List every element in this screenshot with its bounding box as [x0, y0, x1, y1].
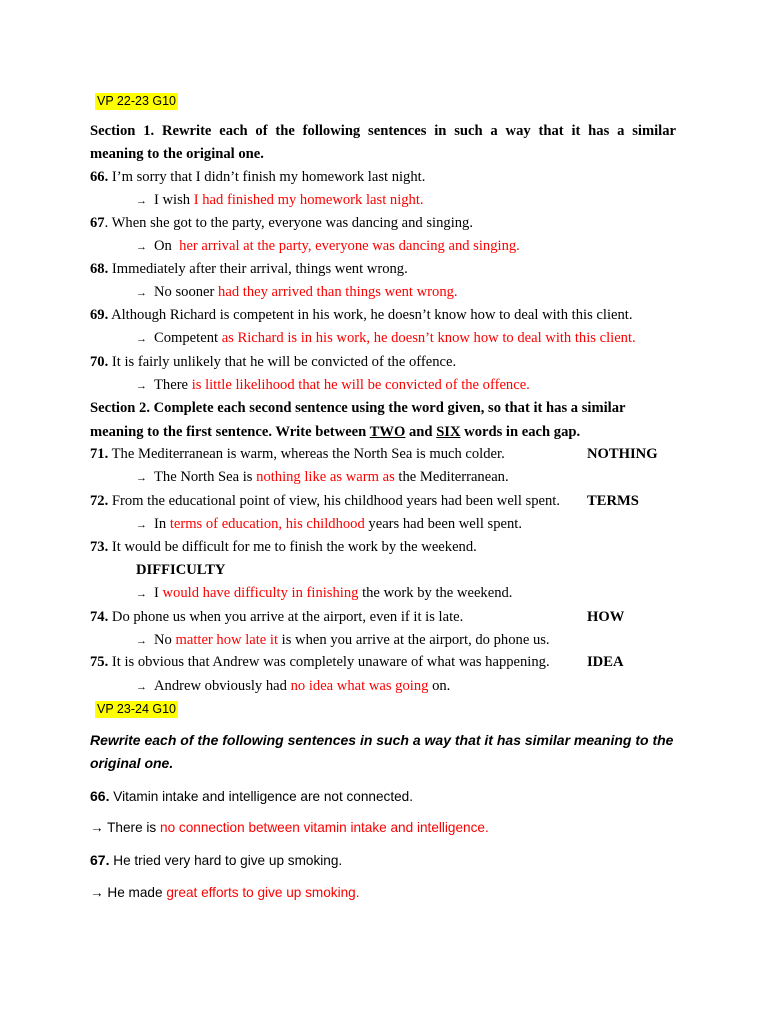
- question-68: [90, 261, 408, 278]
- question-text: From the educational point of view, his childhood years had been well spent.: [108, 493, 561, 509]
- question-number: 73.: [90, 539, 109, 555]
- question-text: Vitamin intake and intelligence are not connected.: [109, 789, 414, 804]
- answer-66b: [90, 820, 489, 835]
- question-73: [90, 539, 477, 556]
- answer-text: no connection between vitamin intake and intelligence.: [160, 820, 489, 835]
- answer-prefix: Andrew obviously had: [154, 678, 291, 694]
- question-number: 70.: [90, 354, 109, 370]
- question-67b: [90, 852, 342, 868]
- answer-prefix: I: [154, 585, 163, 601]
- section1-title-line1: Section 1. Rewrite each of the following sentences in such a way that it has a similar: [90, 123, 676, 139]
- answer-73: [136, 585, 512, 602]
- arrow-icon: →: [136, 195, 147, 207]
- answer-prefix: No sooner: [154, 284, 219, 300]
- answer-prefix: There is: [103, 820, 161, 835]
- keyword-73: DIFFICULTY: [136, 562, 226, 578]
- answer-75: [136, 678, 450, 695]
- question-text: The Mediterranean is warm, whereas the North Sea is much colder.: [108, 446, 505, 462]
- arrow-icon: →: [136, 519, 147, 531]
- question-72: [90, 493, 560, 510]
- answer-text: great efforts to give up smoking.: [166, 885, 360, 900]
- header-vp-23-24: VP 23-24 G10: [97, 702, 176, 716]
- question-74: [90, 609, 463, 626]
- question-number: 69.: [90, 307, 109, 323]
- answer-suffix: is when you arrive at the airport, do phone us.: [278, 632, 550, 648]
- question-text: Although Richard is competent in his work, he doesn’t know how to deal with this client.: [108, 307, 633, 323]
- answer-text: had they arrived than things went wrong.: [218, 284, 458, 300]
- answer-text: no idea what was going: [290, 678, 429, 694]
- arrow-icon: →: [136, 287, 147, 299]
- keyword-72: TERMS: [587, 493, 639, 509]
- answer-suffix: on.: [428, 678, 451, 694]
- answer-text: matter how late it: [175, 632, 279, 648]
- section2-text-end: words in each gap.: [460, 424, 581, 440]
- question-text: . When she got to the party, everyone was dancing and singing.: [104, 215, 473, 231]
- arrow-icon: →: [90, 820, 104, 835]
- question-number: 71.: [90, 446, 109, 462]
- answer-suffix: the Mediterranean.: [394, 469, 509, 485]
- question-66b: [90, 788, 413, 804]
- question-69: [90, 307, 632, 324]
- section2-text: meaning to the first sentence. Write between: [90, 424, 370, 440]
- answer-text: her arrival at the party, everyone was dancing and singing.: [179, 238, 520, 254]
- answer-68: [136, 284, 458, 301]
- answer-prefix: The North Sea is: [154, 469, 257, 485]
- answer-72: [136, 516, 522, 533]
- arrow-icon: →: [136, 588, 147, 600]
- arrow-icon: →: [136, 333, 147, 345]
- question-text: Immediately after their arrival, things went wrong.: [108, 261, 408, 277]
- section2-and: and: [405, 424, 437, 440]
- question-75: [90, 654, 550, 671]
- question-number: 66.: [90, 788, 110, 804]
- section2-title-line1: Section 2. Complete each second sentence using the word given, so that it has a similar: [90, 400, 626, 416]
- answer-suffix: years had been well spent.: [364, 516, 522, 532]
- keyword-71: NOTHING: [587, 446, 658, 462]
- answer-71: [136, 469, 509, 486]
- arrow-icon: →: [136, 681, 147, 693]
- answer-prefix: On: [154, 238, 180, 254]
- answer-67: [136, 238, 520, 255]
- arrow-icon: →: [90, 885, 104, 900]
- question-number: 74.: [90, 609, 109, 625]
- answer-66: [136, 192, 424, 209]
- word-six: SIX: [436, 424, 461, 440]
- word-two: TWO: [369, 424, 406, 440]
- answer-suffix: the work by the weekend.: [358, 585, 513, 601]
- question-number: 66.: [90, 169, 109, 185]
- question-text: He tried very hard to give up smoking.: [109, 853, 343, 868]
- question-number: 75.: [90, 654, 109, 670]
- answer-text: would have difficulty in finishing: [162, 585, 359, 601]
- answer-text: terms of education, his childhood: [169, 516, 365, 532]
- question-70: [90, 354, 456, 371]
- question-71: [90, 446, 505, 463]
- header-vp-22-23: VP 22-23 G10: [97, 94, 176, 108]
- question-number: 68.: [90, 261, 109, 277]
- answer-67b: [90, 885, 360, 900]
- answer-text: as Richard is in his work, he doesn’t know how to deal with this client.: [221, 330, 636, 346]
- answer-prefix: I wish: [154, 192, 194, 208]
- answer-69: [136, 330, 636, 347]
- arrow-icon: →: [136, 241, 147, 253]
- answer-prefix: He made: [103, 885, 167, 900]
- answer-prefix: In: [154, 516, 170, 532]
- answer-text: nothing like as warm as: [256, 469, 395, 485]
- section1-title-line2: meaning to the original one.: [90, 146, 264, 162]
- answer-prefix: There: [154, 377, 192, 393]
- arrow-icon: →: [136, 472, 147, 484]
- arrow-icon: →: [136, 635, 147, 647]
- question-text: It is obvious that Andrew was completely unaware of what was happening.: [108, 654, 550, 670]
- section3-title-line1: Rewrite each of the following sentences in such a way that it has similar meaning to the: [90, 732, 674, 748]
- answer-74: [136, 632, 550, 649]
- question-67: [90, 215, 473, 232]
- question-66: [90, 169, 425, 186]
- answer-prefix: Competent: [154, 330, 222, 346]
- answer-prefix: No: [154, 632, 176, 648]
- answer-text: I had finished my homework last night.: [193, 192, 424, 208]
- question-number: 72.: [90, 493, 109, 509]
- question-text: Do phone us when you arrive at the airport, even if it is late.: [108, 609, 464, 625]
- question-number: 67.: [90, 852, 110, 868]
- section2-title-line2: [90, 424, 580, 441]
- question-text: I’m sorry that I didn’t finish my homework last night.: [108, 169, 426, 185]
- keyword-74: HOW: [587, 609, 625, 625]
- question-text: It would be difficult for me to finish the work by the weekend.: [108, 539, 477, 555]
- question-text: It is fairly unlikely that he will be convicted of the offence.: [108, 354, 457, 370]
- answer-text: is little likelihood that he will be convicted of the offence.: [191, 377, 530, 393]
- arrow-icon: →: [136, 380, 147, 392]
- section3-title-line2: original one.: [90, 755, 174, 771]
- answer-70: [136, 377, 530, 394]
- keyword-75: IDEA: [587, 654, 624, 670]
- question-number: 67: [90, 215, 105, 231]
